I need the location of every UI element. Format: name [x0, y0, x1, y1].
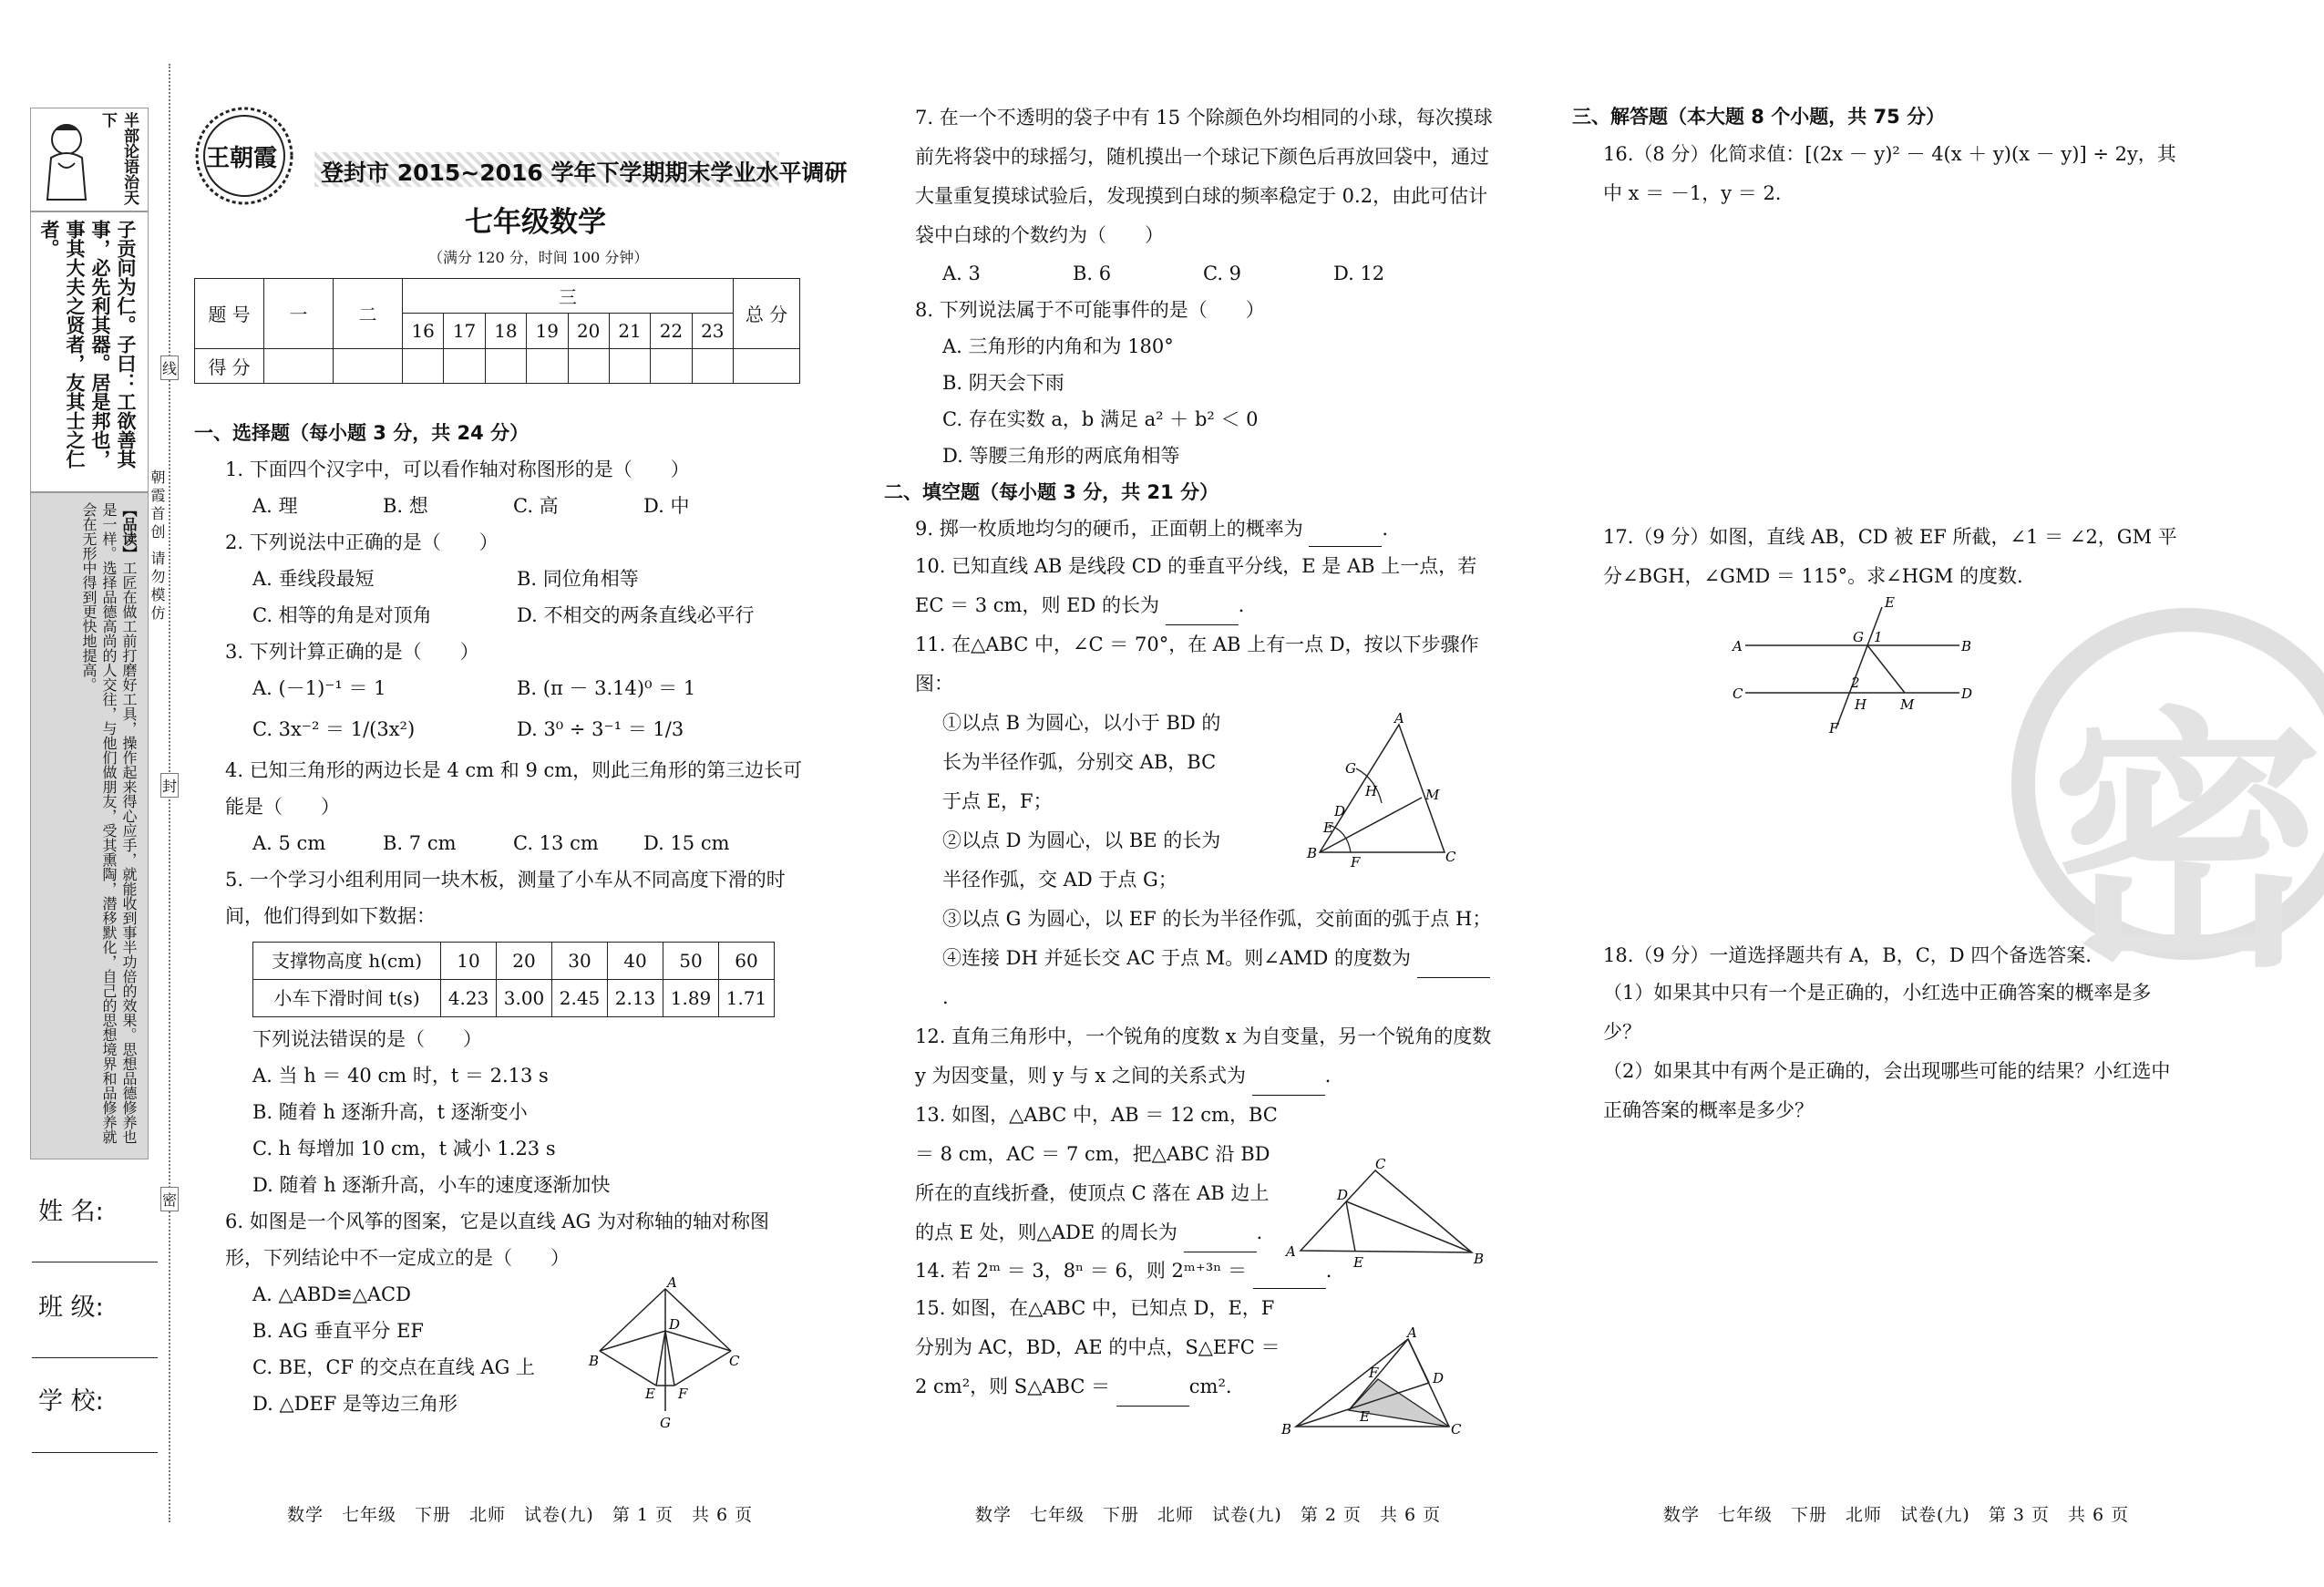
- svg-text:C: C: [1375, 1156, 1386, 1172]
- footer-page-1: 数学 七年级 下册 北师 试卷(九) 第 1 页 共 6 页: [287, 1505, 754, 1525]
- reading-text: 工匠在做工前打磨好工具，操作起来得心应手，就能收到事半功倍的效果。思想品德修养也是一样。选择品德高尚的人交往，与他们做朋友，受其熏陶，潜移默化，自己的思想境界和品修养就会在无形中得到更快地提高。: [80, 502, 138, 1144]
- q10-text: 10. 已知直线 AB 是线段 CD 的垂直平分线，E 是 AB 上一点，若 EC ＝ 3 cm，则 ED 的长为 .: [884, 547, 1495, 625]
- q5-row1-label: 支撑物高度 h(cm): [253, 943, 441, 980]
- exam-subject: 七年级数学: [465, 206, 606, 239]
- q11-text: 11. 在△ABC 中，∠C ＝ 70°，在 AB 上有一点 D，按以下步骤作图：: [915, 634, 1479, 695]
- score-cell[interactable]: [264, 348, 334, 383]
- q3-options-ab: [194, 670, 805, 706]
- q11-step1: ①以点 B 为圆心，以小于 BD 的长为半径作弧，分别交 AB，BC 于点 E，F；: [942, 712, 1221, 812]
- svg-text:A: A: [1733, 638, 1743, 654]
- score-sub-20: 20: [568, 314, 609, 348]
- q14-text: 14. 若 2ᵐ ＝ 3，8ⁿ ＝ 6，则 2ᵐ⁺³ⁿ ＝ .: [884, 1252, 1495, 1289]
- score-cell[interactable]: [568, 348, 609, 383]
- svg-text:A: A: [1394, 710, 1404, 727]
- q5-option-c[interactable]: C. h 每增加 10 cm，t 减小 1.23 s: [252, 1138, 556, 1159]
- q17-text: 17.（9 分）如图，直线 AB，CD 被 EF 所截，∠1 ＝ ∠2，GM 平分∠BGH，∠GMD ＝ 115°。求∠HGM 的度数.: [1603, 526, 2177, 587]
- q9-answer-blank[interactable]: [1309, 528, 1382, 547]
- score-cell[interactable]: [692, 348, 733, 383]
- q3-option-c[interactable]: C. 3x⁻² ＝ 1/(3x²): [252, 718, 416, 740]
- q3-option-b[interactable]: B. (π － 3.14)⁰ ＝ 1: [517, 677, 696, 699]
- q5-t-value: 1.71: [719, 980, 775, 1017]
- analects-box: [30, 211, 149, 492]
- q10-answer-blank[interactable]: [1166, 606, 1239, 625]
- q15-figure: [1276, 1326, 1472, 1445]
- q1-options: [194, 488, 805, 524]
- svg-text:A: A: [1286, 1243, 1296, 1260]
- section3-title: 三、解答题（本大题 8 个小题，共 75 分）: [1572, 106, 1946, 128]
- svg-text:C: C: [729, 1353, 740, 1369]
- score-row-label: 得 分: [195, 348, 264, 383]
- svg-text:M: M: [1900, 696, 1915, 713]
- q5-h-value: 40: [608, 943, 663, 980]
- q1-option-a[interactable]: A. 理: [252, 495, 298, 517]
- q4-option-a[interactable]: A. 5 cm: [252, 832, 326, 854]
- svg-text:2: 2: [1851, 675, 1860, 691]
- svg-text:G: G: [1853, 629, 1864, 645]
- q12-text: 12. 直角三角形中，一个锐角的度数 x 为自变量，另一个锐角的度数 y 为因变量，则 y 与 x 之间的关系式为 .: [884, 1017, 1495, 1096]
- q5-row2-label: 小车下滑时间 t(s): [253, 980, 441, 1017]
- score-sub-18: 18: [485, 314, 526, 348]
- svg-text:M: M: [1425, 787, 1440, 803]
- svg-text:F: F: [1351, 854, 1361, 871]
- q5-data-table: [252, 942, 775, 1017]
- svg-text:B: B: [1307, 845, 1318, 861]
- logo-text: 王朝霞: [206, 145, 278, 172]
- q13-figure: [1280, 1158, 1490, 1272]
- q11-answer-blank[interactable]: [1417, 959, 1490, 978]
- q5-option-b[interactable]: B. 随着 h 逐渐升高，t 逐渐变小: [252, 1101, 528, 1123]
- q4-text: 4. 已知三角形的两边长是 4 cm 和 9 cm，则此三角形的第三边长可能是（ ）: [225, 759, 803, 818]
- q11-step2: ②以点 D 为圆心，以 BE 的长为半径作弧，交 AD 于点 G；: [942, 830, 1221, 891]
- school-label: 学 校:: [38, 1387, 104, 1416]
- seal-watermark: [2014, 593, 2324, 1004]
- q2-option-c[interactable]: C. 相等的角是对顶角: [252, 604, 432, 626]
- q14-answer-blank[interactable]: [1253, 1270, 1326, 1289]
- svg-text:A: A: [667, 1274, 677, 1291]
- svg-text:A: A: [1407, 1324, 1417, 1341]
- svg-text:B: B: [1961, 638, 1972, 654]
- seal-char-2: 封: [160, 773, 179, 798]
- score-cell[interactable]: [651, 348, 692, 383]
- confucius-portrait: [38, 118, 95, 201]
- score-sub-19: 19: [527, 314, 568, 348]
- score-sub-22: 22: [651, 314, 692, 348]
- q9-text: 9. 掷一枚质地均匀的硬币，正面朝上的概率为 .: [884, 510, 1495, 547]
- q11-figure: [1303, 710, 1463, 871]
- name-label: 姓 名:: [38, 1198, 104, 1226]
- q2-option-a[interactable]: A. 垂线段最短: [252, 568, 375, 590]
- q4-options: [194, 825, 805, 861]
- score-cell[interactable]: [485, 348, 526, 383]
- q8-text: 8. 下列说法属于不可能事件的是（ ）: [915, 299, 1265, 321]
- score-sub-23: 23: [692, 314, 733, 348]
- svg-text:H: H: [1365, 783, 1378, 799]
- section1-title: 一、选择题（每小题 3 分，共 24 分）: [194, 422, 530, 444]
- q12-answer-blank[interactable]: [1252, 1077, 1325, 1096]
- score-cell[interactable]: [444, 348, 485, 383]
- analects-text: 子贡问为仁。子曰：工欲善其事，必先利其器。居是邦也，事其大夫之贤者，友其士之仁者。: [38, 220, 137, 469]
- q2-text: 2. 下列说法中正确的是（ ）: [225, 531, 499, 553]
- seal-char-3: 密: [160, 1187, 179, 1211]
- brand-logo: [193, 105, 295, 207]
- sidebar-top-box: [30, 108, 149, 211]
- score-cell[interactable]: [734, 348, 800, 383]
- score-cell[interactable]: [609, 348, 650, 383]
- svg-text:E: E: [645, 1386, 655, 1402]
- q5-h-value: 20: [497, 943, 552, 980]
- score-header-1: 一: [264, 279, 334, 349]
- q18-part2: （2）如果其中有两个是正确的，会出现哪些可能的结果？小红选中正确答案的概率是多少？: [1603, 1060, 2171, 1121]
- q8-option-c[interactable]: C. 存在实数 a，b 满足 a² ＋ b² ＜ 0: [942, 408, 1259, 430]
- q7-options: [884, 255, 1495, 292]
- q11-step4: ④连接 DH 并延长交 AC 于点 M。则∠AMD 的度数为 .: [884, 939, 1495, 1017]
- q7-option-d[interactable]: D. 12: [1333, 263, 1385, 284]
- svg-text:C: C: [1733, 685, 1743, 702]
- score-cell[interactable]: [334, 348, 403, 383]
- q5-h-value: 30: [552, 943, 608, 980]
- exam-title: 登封市 2015~2016 学年下学期期末学业水平调研: [321, 160, 848, 186]
- q2-options-cd: [194, 597, 805, 634]
- q6-option-b[interactable]: B. AG 垂直平分 EF: [252, 1320, 424, 1342]
- q13-text: 13. 如图，△ABC 中，AB ＝ 12 cm，BC ＝ 8 cm，AC ＝ 7 cm，把△ABC 沿 BD 所在的直线折叠，使顶点 C 落在 AB 边上的点 E 处，则△ADE 的周长为 .: [884, 1096, 1495, 1252]
- q5-t-value: 2.45: [552, 980, 608, 1017]
- q5-h-value: 60: [719, 943, 775, 980]
- q1-option-b[interactable]: B. 想: [383, 495, 428, 517]
- q16-text: 16.（8 分）化简求值：[(2x － y)² － 4(x ＋ y)(x － y)] ÷ 2y，其中 x ＝ －1，y ＝ 2.: [1603, 143, 2176, 204]
- q5-h-value: 50: [663, 943, 719, 980]
- reading-box: [30, 492, 149, 1159]
- reading-label: 【品读】: [120, 502, 138, 561]
- q3-option-d[interactable]: D. 3⁰ ÷ 3⁻¹ ＝ 1/3: [517, 718, 684, 740]
- svg-text:D: D: [1961, 685, 1973, 702]
- footer-page-3: 数学 七年级 下册 北师 试卷(九) 第 3 页 共 6 页: [1663, 1505, 2130, 1525]
- q5-option-d[interactable]: D. 随着 h 逐渐升高，小车的速度逐渐加快: [252, 1174, 611, 1196]
- svg-text:F: F: [1369, 1365, 1379, 1381]
- kite-figure: [583, 1276, 747, 1431]
- footer-page-2: 数学 七年级 下册 北师 试卷(九) 第 2 页 共 6 页: [975, 1505, 1442, 1525]
- svg-text:D: D: [669, 1316, 681, 1333]
- score-header-total: 总 分: [734, 279, 800, 349]
- q8-option-b[interactable]: B. 阴天会下雨: [942, 372, 1064, 394]
- svg-text:F: F: [678, 1386, 688, 1402]
- svg-text:E: E: [1885, 594, 1895, 611]
- q5-h-value: 10: [441, 943, 497, 980]
- exam-info: （满分 120 分，时间 100 分钟）: [428, 249, 649, 266]
- column-1: [194, 415, 805, 1422]
- q3-text: 3. 下列计算正确的是（ ）: [225, 641, 479, 663]
- svg-text:D: D: [1334, 803, 1346, 819]
- q15-text: 15. 如图，在△ABC 中，已知点 D，E，F 分别为 AC，BD，AE 的中点，S△EFC ＝ 2 cm²，则 S△ABC ＝ cm².: [884, 1289, 1495, 1407]
- seal-char-1: 线: [160, 356, 179, 380]
- q6-option-d[interactable]: D. △DEF 是等边三角形: [252, 1393, 458, 1415]
- score-table: [194, 278, 800, 384]
- q2-option-d[interactable]: D. 不相交的两条直线必平行: [517, 604, 755, 626]
- svg-text:B: B: [1281, 1421, 1292, 1438]
- q2-options-ab: [194, 561, 805, 597]
- q8-option-d[interactable]: D. 等腰三角形的两底角相等: [942, 445, 1180, 467]
- section2-title: 二、填空题（每小题 3 分，共 21 分）: [884, 481, 1219, 503]
- class-field[interactable]: [32, 1357, 158, 1358]
- q1-text: 1. 下面四个汉字中，可以看作轴对称图形的是（ ）: [225, 459, 690, 480]
- q7-option-c[interactable]: C. 9: [1203, 263, 1242, 284]
- seal-watermark-char: 密: [2051, 685, 2324, 1004]
- q7-text: 7. 在一个不透明的袋子中有 15 个除颜色外均相同的小球，每次摸球前先将袋中的球摇匀，随机摸出一个球记下颜色后再放回袋中，通过大量重复摸球试验后，发现摸到白球的频率稳定于 0.2，由此可估计袋中白球的个数约为（ ）: [915, 107, 1493, 246]
- q4-option-c[interactable]: C. 13 cm: [513, 832, 599, 854]
- q1-option-c[interactable]: C. 高: [513, 495, 559, 517]
- q5-t-value: 1.89: [663, 980, 719, 1017]
- q8-option-a[interactable]: A. 三角形的内角和为 180°: [942, 335, 1174, 357]
- q2-option-b[interactable]: B. 同位角相等: [517, 568, 639, 590]
- sidebar-top-chars: 半部论语治天下: [98, 112, 139, 205]
- svg-text:D: D: [1433, 1370, 1445, 1386]
- q3-option-a[interactable]: A. (－1)⁻¹ ＝ 1: [252, 677, 386, 699]
- q13-answer-blank[interactable]: [1184, 1233, 1257, 1252]
- q17-block: [1572, 518, 2183, 596]
- svg-text:B: B: [589, 1353, 600, 1369]
- q4-option-d[interactable]: D. 15 cm: [643, 832, 730, 854]
- q5-text: 5. 一个学习小组利用同一块木板，测量了小车从不同高度下滑的时间，他们得到如下数据：: [225, 869, 786, 927]
- svg-text:G: G: [660, 1415, 671, 1431]
- svg-text:F: F: [1829, 720, 1839, 737]
- q4-option-b[interactable]: B. 7 cm: [383, 832, 457, 854]
- q5b-text: 下列说法错误的是（ ）: [252, 1028, 482, 1050]
- svg-text:C: C: [1445, 849, 1456, 865]
- q11-step3: ③以点 G 为圆心，以 EF 的长为半径作弧，交前面的弧于点 H；: [942, 908, 1492, 930]
- score-sub-21: 21: [609, 314, 650, 348]
- q17-figure: [1718, 591, 1991, 741]
- svg-text:C: C: [1451, 1421, 1462, 1438]
- class-label: 班 级:: [38, 1293, 104, 1322]
- svg-text:E: E: [1353, 1254, 1363, 1271]
- score-header-3: 三: [403, 279, 734, 314]
- q5-t-value: 4.23: [441, 980, 497, 1017]
- score-header-label: 题 号: [195, 279, 264, 349]
- svg-text:1: 1: [1874, 629, 1883, 645]
- score-cell[interactable]: [527, 348, 568, 383]
- q1-option-d[interactable]: D. 中: [643, 495, 690, 517]
- q7-option-b[interactable]: B. 6: [1073, 263, 1112, 284]
- q5-option-a[interactable]: A. 当 h ＝ 40 cm 时，t ＝ 2.13 s: [252, 1065, 549, 1087]
- q3-options-cd: [194, 706, 805, 752]
- svg-text:E: E: [1360, 1408, 1370, 1425]
- q6-option-c[interactable]: C. BE，CF 的交点在直线 AG 上: [252, 1356, 536, 1378]
- q6-option-a[interactable]: A. △ABD≌△ACD: [252, 1283, 411, 1305]
- svg-text:H: H: [1855, 696, 1867, 713]
- svg-text:D: D: [1337, 1187, 1349, 1203]
- score-sub-17: 17: [444, 314, 485, 348]
- q5-t-value: 3.00: [497, 980, 552, 1017]
- q18-part1: （1）如果其中只有一个是正确的，小红选中正确答案的概率是多少？: [1603, 982, 2152, 1043]
- q15-answer-blank[interactable]: [1116, 1387, 1189, 1407]
- q5-t-value: 2.13: [608, 980, 663, 1017]
- column-3: [1572, 98, 2183, 213]
- svg-text:G: G: [1345, 760, 1356, 777]
- motto-text: 朝霞首创 请勿模仿: [149, 469, 166, 624]
- q18-text: 18.（9 分）一道选择题共有 A，B，C，D 四个备选答案.: [1603, 944, 2092, 966]
- score-sub-16: 16: [403, 314, 444, 348]
- q6-text: 6. 如图是一个风筝的图案，它是以直线 AG 为对称轴的轴对称图形，下列结论中不一定成立的是（ ）: [225, 1211, 770, 1269]
- q7-option-a[interactable]: A. 3: [942, 263, 981, 284]
- score-cell[interactable]: [403, 348, 444, 383]
- svg-text:E: E: [1323, 819, 1333, 836]
- school-field[interactable]: [32, 1452, 158, 1453]
- svg-text:B: B: [1474, 1251, 1485, 1267]
- score-header-2: 二: [334, 279, 403, 349]
